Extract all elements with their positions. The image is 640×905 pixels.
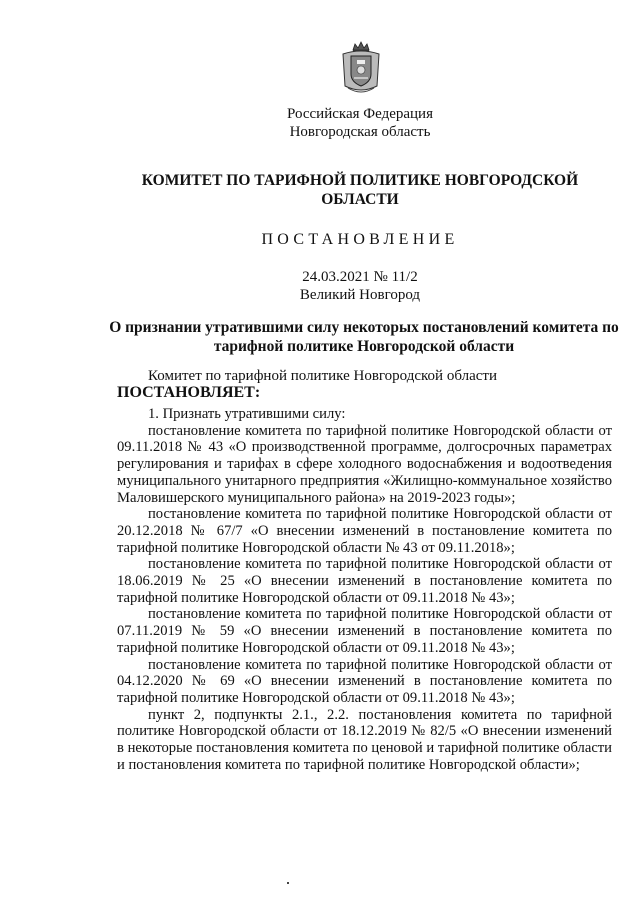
paragraph: 1. Признать утратившими силу: — [148, 406, 346, 422]
scan-artifact — [287, 882, 289, 884]
resolve-heading: ПОСТАНОВЛЯЕТ: — [117, 384, 261, 401]
paragraph: постановление комитета по тарифной политике Новгородской области от 04.12.2020 № 69 «О внесении изменений в постановление комитета по тарифной политике Новгородской области от 09.11.2018 № 43»; — [117, 656, 612, 706]
region-name: Новгородская область — [289, 124, 431, 140]
date-number: 24.03.2021 № 11/2 — [302, 269, 418, 285]
document-body — [117, 406, 612, 773]
paragraph: пункт 2, подпункты 2.1., 2.2. постановления комитета по тарифной политике Новгородской области от 18.12.2019 № 82/5 «О внесении изменений в некоторые постановления комитета по ценовой и тарифной политике области и постановления комитета по тарифной политике Новгородской области»; — [117, 706, 612, 773]
preamble-text: Комитет по тарифной политике Новгородской области — [148, 368, 497, 384]
paragraph: постановление комитета по тарифной политике Новгородской области от 07.11.2019 № 59 «О внесении изменений в постановление комитета по тарифной политике Новгородской области от 09.11.2018 № 43»; — [117, 606, 612, 656]
country-name: Российская Федерация — [287, 106, 433, 122]
paragraph: постановление комитета по тарифной политике Новгородской области от 20.12.2018 № 67/7 «О внесении изменений в постановление комитета по тарифной политике Новгородской области № 43 от 09.11.2018»; — [117, 506, 612, 556]
coat-of-arms-icon — [340, 40, 382, 96]
committee-title: КОМИТЕТ ПО ТАРИФНОЙ ПОЛИТИКЕ НОВГОРОДСКОЙ ОБЛАСТИ — [141, 172, 579, 208]
document-subject: О признании утратившими силу некоторых постановлений комитета по тарифной политике Новгородской области — [109, 319, 619, 355]
city-name: Великий Новгород — [299, 287, 421, 303]
paragraph: постановление комитета по тарифной политике Новгородской области от 09.11.2018 № 43 «О производственной программе, долгосрочных параметрах регулирования и тарифах в сфере холодного водоснабжения и водоотведения муниципального унитарного предприятия «Жилищно-коммунальное хозяйство Маловишерского муниципального района» на 2019-2023 годы»; — [117, 422, 612, 506]
document-type: ПОСТАНОВЛЕНИЕ — [261, 231, 459, 248]
paragraph: постановление комитета по тарифной политике Новгородской области от 18.06.2019 № 25 «О внесении изменений в постановление комитета по тарифной политике Новгородской области от 09.11.2018 № 43»; — [117, 556, 612, 606]
